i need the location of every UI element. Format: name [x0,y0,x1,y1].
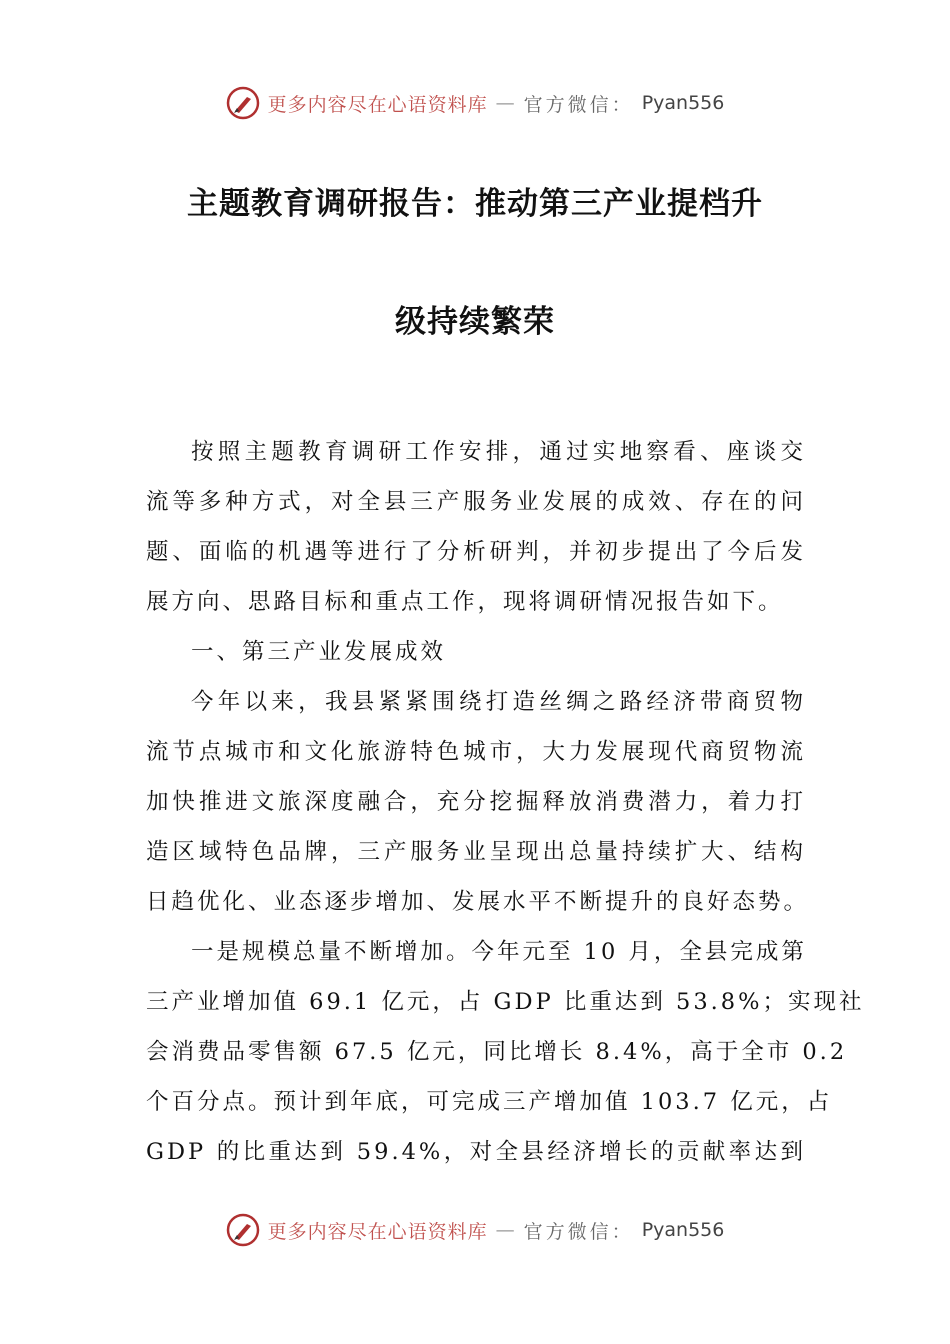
text-line: 题、面临的机遇等进行了分析研判，并初步提出了今后发 [146,539,806,565]
paragraph-scale [146,927,865,1177]
pen-logo-icon [226,1213,260,1247]
watermark-wechat-id: Pyan556 [641,1219,725,1241]
text-line: 今年以来，我县紧紧围绕打造丝绸之路经济带商贸物 [191,689,806,715]
text-line: 流等多种方式，对全县三产服务业发展的成效、存在的问 [146,489,806,515]
watermark-slogan: 更多内容尽在心语资料库 [267,1220,488,1243]
watermark-separator: — [495,1219,516,1241]
heading-text: 一、第三产业发展成效 [191,639,447,665]
section-heading-1 [146,627,806,677]
watermark-wechat-label: 官方微信： [523,93,634,116]
text-line: 三产业增加值 69.1 亿元，占 GDP 比重达到 53.8%；实现社 [146,989,865,1015]
text-line: 流节点城市和文化旅游特色城市，大力发展现代商贸物流 [146,739,806,765]
paragraph-intro [146,427,806,627]
watermark-separator: — [495,92,516,114]
header-watermark [0,78,950,128]
pen-logo-icon [226,86,260,120]
document-title-line-1: 主题教育调研报告：推动第三产业提档升 [187,186,763,222]
text-line: GDP 的比重达到 59.4%，对全县经济增长的贡献率达到 [146,1139,806,1165]
text-line: 展方向、思路目标和重点工作，现将调研情况报告如下。 [146,589,784,615]
paragraph-achievements [146,677,810,927]
text-line: 日趋优化、业态逐步增加、发展水平不断提升的良好态势。 [146,889,810,915]
text-line: 个百分点。预计到年底，可完成三产增加值 103.7 亿元，占 [146,1089,833,1115]
text-line: 造区域特色品牌，三产服务业呈现出总量持续扩大、结构 [146,839,806,865]
text-line: 按照主题教育调研工作安排，通过实地察看、座谈交 [191,439,806,465]
text-line: 会消费品零售额 67.5 亿元，同比增长 8.4%，高于全市 0.2 [146,1039,848,1065]
footer-watermark [0,1205,950,1255]
watermark-slogan: 更多内容尽在心语资料库 [267,93,488,116]
text-line: 一是规模总量不断增加。今年元至 10 月，全县完成第 [191,939,807,965]
text-line: 加快推进文旅深度融合，充分挖掘释放消费潜力，着力打 [146,789,806,815]
document-body [146,427,865,1177]
document-title-line-2: 级持续繁荣 [395,304,555,340]
watermark-wechat-id: Pyan556 [641,92,725,114]
watermark-wechat-label: 官方微信： [523,1220,634,1243]
